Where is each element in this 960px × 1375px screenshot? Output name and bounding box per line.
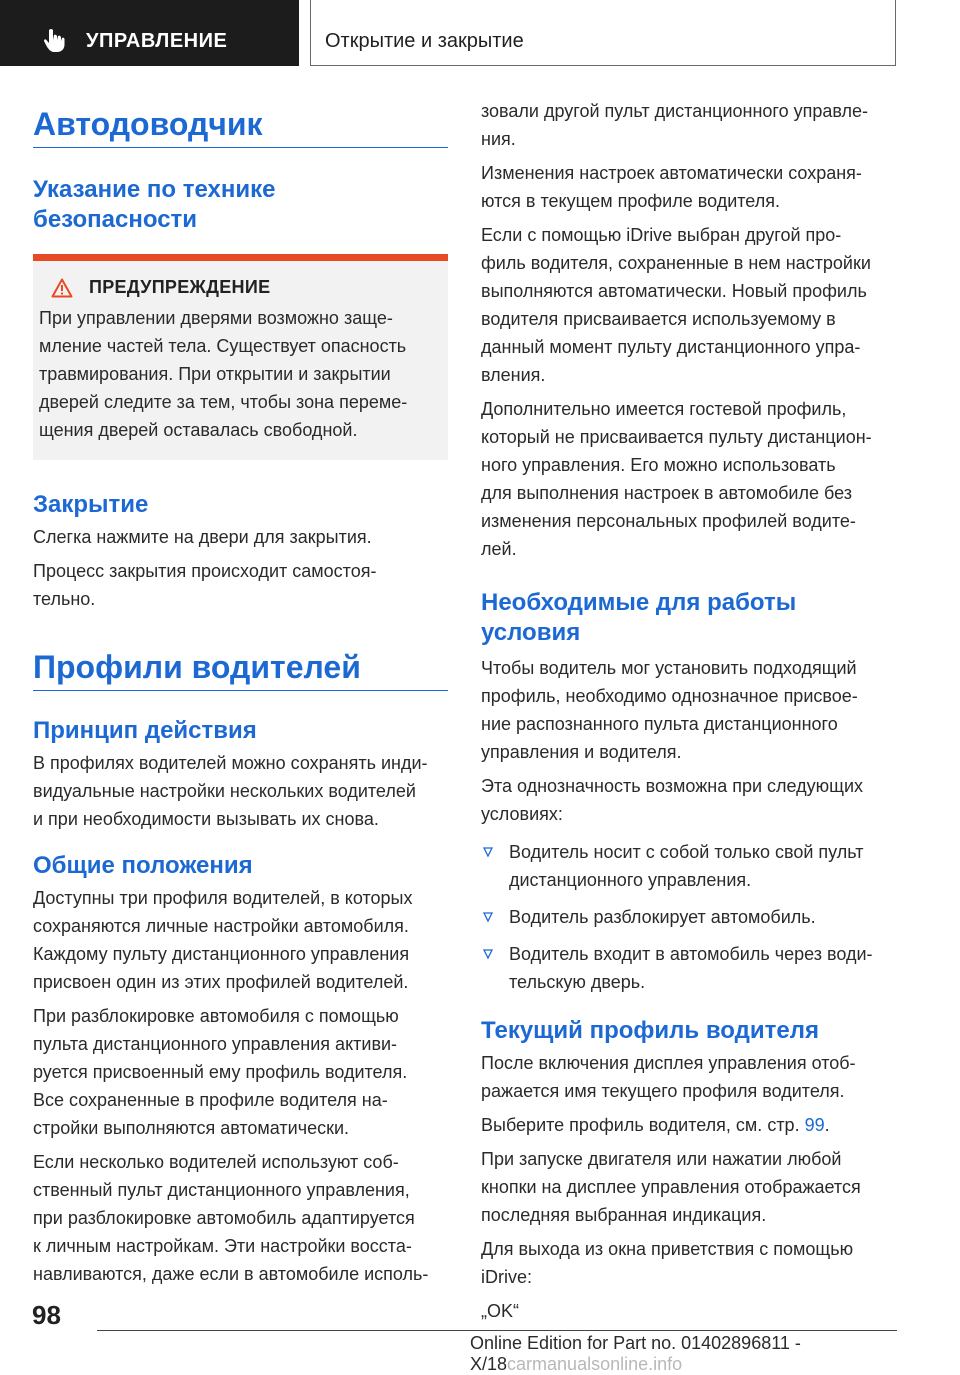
- page-link[interactable]: 99: [804, 1115, 825, 1135]
- general-text-3: Если несколько водителей используют соб- ственный пульт дистанционного управления, при разблокировке автомобиль адаптируется к личным настройкам. Эти настройки восста- навливаются, даже если в автомобиле исполь-: [33, 1152, 429, 1284]
- general-text-2: При разблокировке автомобиля с помощью пульта дистанционного управления активи- руется присвоенный ему профиль водителя. Все сохраненные в профиле водителя на- стройки выполняются автоматически.: [33, 1006, 408, 1138]
- warning-text: При управлении дверями возможно заще- мление частей тела. Существует опасность травмирования. При открытии и закрытии дверей следите за тем, чтобы зона переме- щения дверей оставалась свободной.: [39, 308, 408, 440]
- list-item: Водитель входит в автомобиль через води- тельскую дверь.: [481, 940, 901, 996]
- continued-text-4: Дополнительно имеется гостевой профиль, который не присваивается пульту дистанцион- ного управления. Его можно использовать для выполнения настроек в автомобиле без изменения персональных профилей водите- лей.: [481, 399, 872, 559]
- footer-edition: Online Edition for Part no. 01402896811 - X/18carmanualsonline.info: [470, 1333, 801, 1374]
- topic-title: Открытие и закрытие: [325, 30, 524, 52]
- heading-closing: Закрытие: [33, 491, 149, 518]
- bullet-triangle-icon: [483, 949, 493, 959]
- general-text-1: Доступны три профиля водителей, в которых сохраняются личные настройки автомобиля. Каждому пульту дистанционного управления присвоен один из этих профилей водителей.: [33, 888, 413, 992]
- heading-principle: Принцип действия: [33, 717, 257, 744]
- warning-title: ПРЕДУПРЕЖДЕНИЕ: [89, 277, 271, 297]
- left-column: [33, 104, 448, 1294]
- current-text-3: При запуске двигателя или нажатии любой кнопки на дисплее управления отображается последняя выбранная индикация.: [481, 1149, 861, 1225]
- bullet-triangle-icon: [483, 912, 493, 922]
- right-column: [481, 97, 901, 1331]
- list-item: Водитель разблокирует автомобиль.: [481, 903, 901, 931]
- heading-rule: [33, 690, 448, 691]
- page-number: 98: [32, 1300, 61, 1330]
- header-section-tab: [0, 0, 299, 66]
- heading-general: Общие положения: [33, 852, 253, 879]
- continued-text-1: зовали другой пульт дистанционного управле- ния.: [481, 101, 869, 149]
- heading-safety: Указание по технике безопасности: [33, 176, 276, 233]
- footer-rule: [97, 1330, 897, 1331]
- current-text-5: „OK“: [481, 1301, 519, 1321]
- principle-text: В профилях водителей можно сохранять инди- видуальные настройки нескольких водителей и при необходимости вызывать их снова.: [33, 753, 428, 829]
- section-title: УПРАВЛЕНИЕ: [86, 30, 228, 52]
- warning-box: [33, 254, 448, 460]
- continued-text-2: Изменения настроек автоматически сохраня- ются в текущем профиле водителя.: [481, 163, 862, 211]
- list-item: Водитель носит с собой только свой пульт дистанционного управления.: [481, 838, 901, 894]
- current-text-2: Выберите профиль водителя, см. стр. 99.: [481, 1115, 830, 1135]
- current-text-1: После включения дисплея управления отоб- ражается имя текущего профиля водителя.: [481, 1053, 856, 1101]
- continued-text-3: Если с помощью iDrive выбран другой про- филь водителя, сохраненные в нем настройки выполняются автоматически. Новый профиль водителя присваивается используемому в данный момент пульту дистанционного упра- вления.: [481, 225, 871, 385]
- heading-current-profile: Текущий профиль водителя: [481, 1017, 819, 1044]
- header-topic-tab: [310, 0, 896, 66]
- hand-touch-icon: [40, 26, 68, 54]
- closing-text-1: Слегка нажмите на двери для закрытия.: [33, 527, 372, 547]
- conditions-list: [481, 838, 901, 996]
- heading-conditions: Необходимые для работы условия: [481, 589, 797, 646]
- footer-watermark: carmanualsonline.info: [507, 1354, 683, 1374]
- heading-door-closer: Автодоводчик: [33, 106, 263, 142]
- current-text-4: Для выхода из окна приветствия с помощью iDrive:: [481, 1239, 854, 1287]
- conditions-text-2: Эта однозначность возможна при следующих условиях:: [481, 776, 864, 824]
- heading-driver-profiles: Профили водителей: [33, 649, 361, 685]
- heading-rule: [33, 147, 448, 148]
- bullet-triangle-icon: [483, 847, 493, 857]
- closing-text-2: Процесс закрытия происходит самостоя- тельно.: [33, 561, 377, 609]
- warning-triangle-icon: [51, 278, 73, 298]
- conditions-text-1: Чтобы водитель мог установить подходящий профиль, необходимо однозначное присвое- ние распознанного пульта дистанционного управления и водителя.: [481, 658, 858, 762]
